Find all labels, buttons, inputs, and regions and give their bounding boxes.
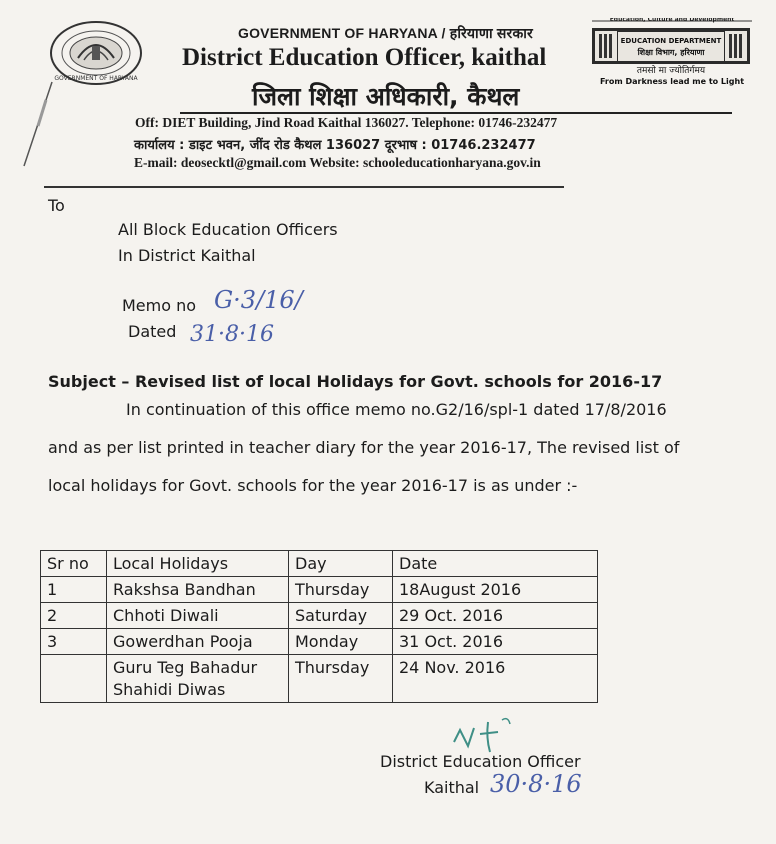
cell-date: 31 Oct. 2016: [393, 629, 598, 655]
dept-name-hindi: शिक्षा विभाग, हरियाणा: [637, 48, 705, 57]
cell-sr: [41, 655, 107, 703]
memo-number-handwritten: G·3/16/: [214, 286, 303, 314]
signature-date-handwritten: 30·8·16: [490, 770, 582, 798]
cell-sr: 3: [41, 629, 107, 655]
table-row: [41, 629, 598, 655]
table-row: [41, 577, 598, 603]
memo-label: Memo no: [122, 296, 197, 315]
cell-day: Monday: [289, 629, 393, 655]
address-divider: [44, 186, 564, 188]
table-header-row: [41, 551, 598, 577]
header-day: Day: [289, 551, 393, 577]
cell-day: Thursday: [289, 655, 393, 703]
signatory-place: Kaithal: [424, 778, 480, 797]
body-paragraph-line-2: and as per list printed in teacher diary for the year 2016-17, The revised list of: [48, 438, 680, 457]
header-local-holidays: Local Holidays: [107, 551, 289, 577]
body-paragraph-line-3: local holidays for Govt. schools for the year 2016-17 is as under :-: [48, 476, 578, 495]
dept-logo-top-text: Education, Culture and Development: [609, 18, 735, 23]
cell-sr: 1: [41, 577, 107, 603]
recipient-line-1: All Block Education Officers: [118, 220, 338, 239]
cell-day: Thursday: [289, 577, 393, 603]
dated-handwritten: 31·8·16: [190, 322, 274, 347]
to-label: To: [48, 196, 65, 215]
cell-holiday: Rakshsa Bandhan: [107, 577, 289, 603]
cell-date: 29 Oct. 2016: [393, 603, 598, 629]
office-title: District Education Officer, kaithal: [182, 44, 547, 71]
header-date: Date: [393, 551, 598, 577]
cell-day: Saturday: [289, 603, 393, 629]
cell-date: 18August 2016: [393, 577, 598, 603]
address-english: Off: DIET Building, Jind Road Kaithal 136027. Telephone: 01746-232477: [135, 115, 558, 130]
header-sr-no: Sr no: [41, 551, 107, 577]
dept-name-english: EDUCATION DEPARTMENT: [620, 37, 722, 45]
subject-line: Subject – Revised list of local Holidays for Govt. schools for 2016-17: [48, 372, 663, 391]
cell-date: 24 Nov. 2016: [393, 655, 598, 703]
cell-holiday: Gowerdhan Pooja: [107, 629, 289, 655]
body-paragraph-line-1: In continuation of this office memo no.G2/16/spl-1 dated 17/8/2016: [126, 400, 667, 419]
education-department-logo: [592, 18, 752, 88]
pin-mark-icon: [18, 80, 58, 170]
seal-text: GOVERNMENT OF HARYANA: [54, 75, 138, 82]
cell-holiday: Guru Teg Bahadur Shahidi Diwas: [107, 655, 289, 703]
dept-motto-hindi: तमसो मा ज्योतिर्गमय: [636, 66, 706, 76]
government-title: GOVERNMENT OF HARYANA / हरियाणा सरकार: [238, 25, 533, 41]
cell-sr: 2: [41, 603, 107, 629]
dated-label: Dated: [128, 322, 177, 341]
cell-holiday: Chhoti Diwali: [107, 603, 289, 629]
address-hindi: कार्यालय : डाइट भवन, जींद रोड कैथल 136027 दूरभाष : 01746.232477: [134, 138, 536, 153]
contact-line: E-mail: deosecktl@gmail.com Website: schooleducationharyana.gov.in: [134, 155, 541, 170]
dept-motto-english: From Darkness lead me to Light: [599, 77, 745, 86]
recipient-line-2: In District Kaithal: [118, 246, 256, 265]
table-row: [41, 603, 598, 629]
table-row: [41, 655, 598, 703]
haryana-seal-icon: [48, 20, 144, 86]
office-title-hindi: जिला शिक्षा अधिकारी, कैथल: [252, 82, 520, 111]
holidays-table: [40, 550, 598, 703]
header-divider: [180, 112, 732, 114]
signatory-title: District Education Officer: [380, 752, 581, 771]
